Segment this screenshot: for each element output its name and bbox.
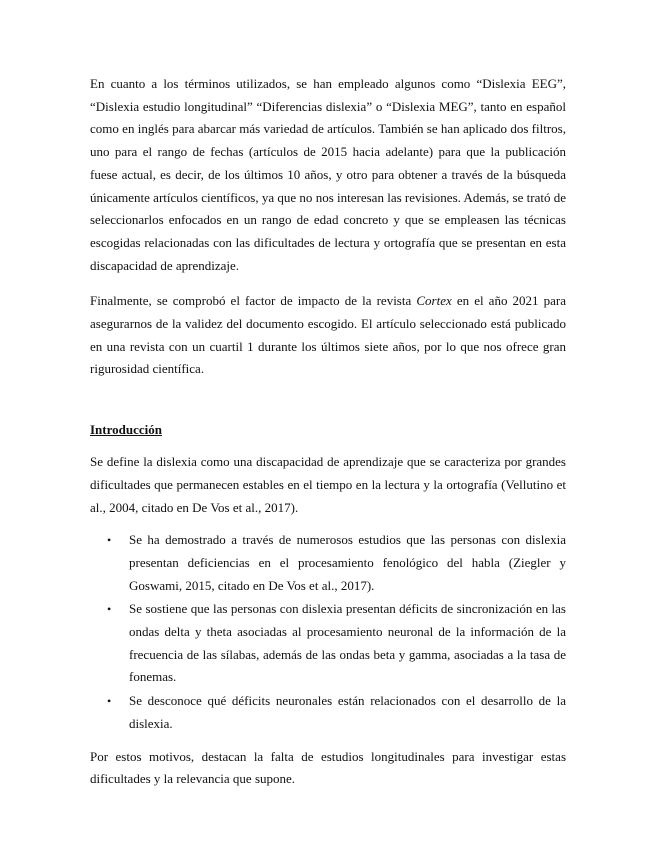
- intro-paragraph-definition: Se define la dislexia como una discapacidad de aprendizaje que se caracteriza por grandes dificultades que permanecen estables en el tiempo en la lectura y la ortografía (Vellutino et al., 2004, citado en De Vos et al., 2017).: [90, 454, 566, 515]
- bullet-icon: •: [107, 533, 112, 548]
- bullet-icon: •: [107, 694, 112, 709]
- closing-paragraph: Por estos motivos, destacan la falta de estudios longitudinales para investigar estas dificultades y la relevancia que supone.: [90, 748, 566, 787]
- bullet-list: [90, 529, 566, 735]
- impact-text-end: en el año 2021 para asegurarnos de la validez del documento escogido. El artículo seleccionado está publicado en una revista con un cuartil 1 durante los últimos siete años, por lo que nos ofrece gran rigurosidad científica.: [90, 293, 567, 377]
- list-item-text: Se ha demostrado a través de numerosos estudios que las personas con dislexia presentan deficiencias en el procesamiento fenológico del habla (Ziegler y Goswami, 2015, citado en De Vos et al., 2017).: [129, 532, 566, 593]
- list-item: [107, 529, 566, 597]
- list-item: [107, 690, 566, 735]
- impact-text-start: Finalmente, se comprobó el factor de impacto de la revista: [90, 293, 417, 309]
- methods-paragraph-terms: En cuanto a los términos utilizados, se han empleado algunos como “Dislexia EEG”, “Dislexia estudio longitudinal” “Diferencias dislexia” o “Dislexia MEG”, tanto en español como en inglés para abarcar más variedad de artículos. También se han aplicado dos filtros, uno para el rango de fechas (artículos de 2015 hacia adelante) para que la publicación fuese actual, es decir, de los últimos 10 años, y otro para obtener a través de la búsqueda únicamente artículos científicos, ya que no nos interesan las revisiones. Además, se trató de seleccionarlos enfocados en un rango de edad concreto y que se empleasen las técnicas escogidas relacionadas con las dificultades de lectura y ortografía que se presentan en esta discapacidad de aprendizaje.: [90, 76, 566, 273]
- list-item: [107, 598, 566, 689]
- list-item-text: Se sostiene que las personas con dislexia presentan déficits de sincronización en las ondas delta y theta asociadas al procesamiento neuronal de la información de la frecuencia de las sílabas, además de las ondas beta y gamma, asociadas a la tasa de fonemas.: [129, 601, 566, 685]
- list-item-text: Se desconoce qué déficits neuronales están relacionados con el desarrollo de la dislexia.: [129, 693, 566, 731]
- section-heading-introduccion: Introducción: [90, 422, 162, 438]
- bullet-icon: •: [107, 602, 112, 617]
- methods-paragraph-impact-factor: [90, 290, 566, 381]
- journal-name: Cortex: [416, 293, 452, 309]
